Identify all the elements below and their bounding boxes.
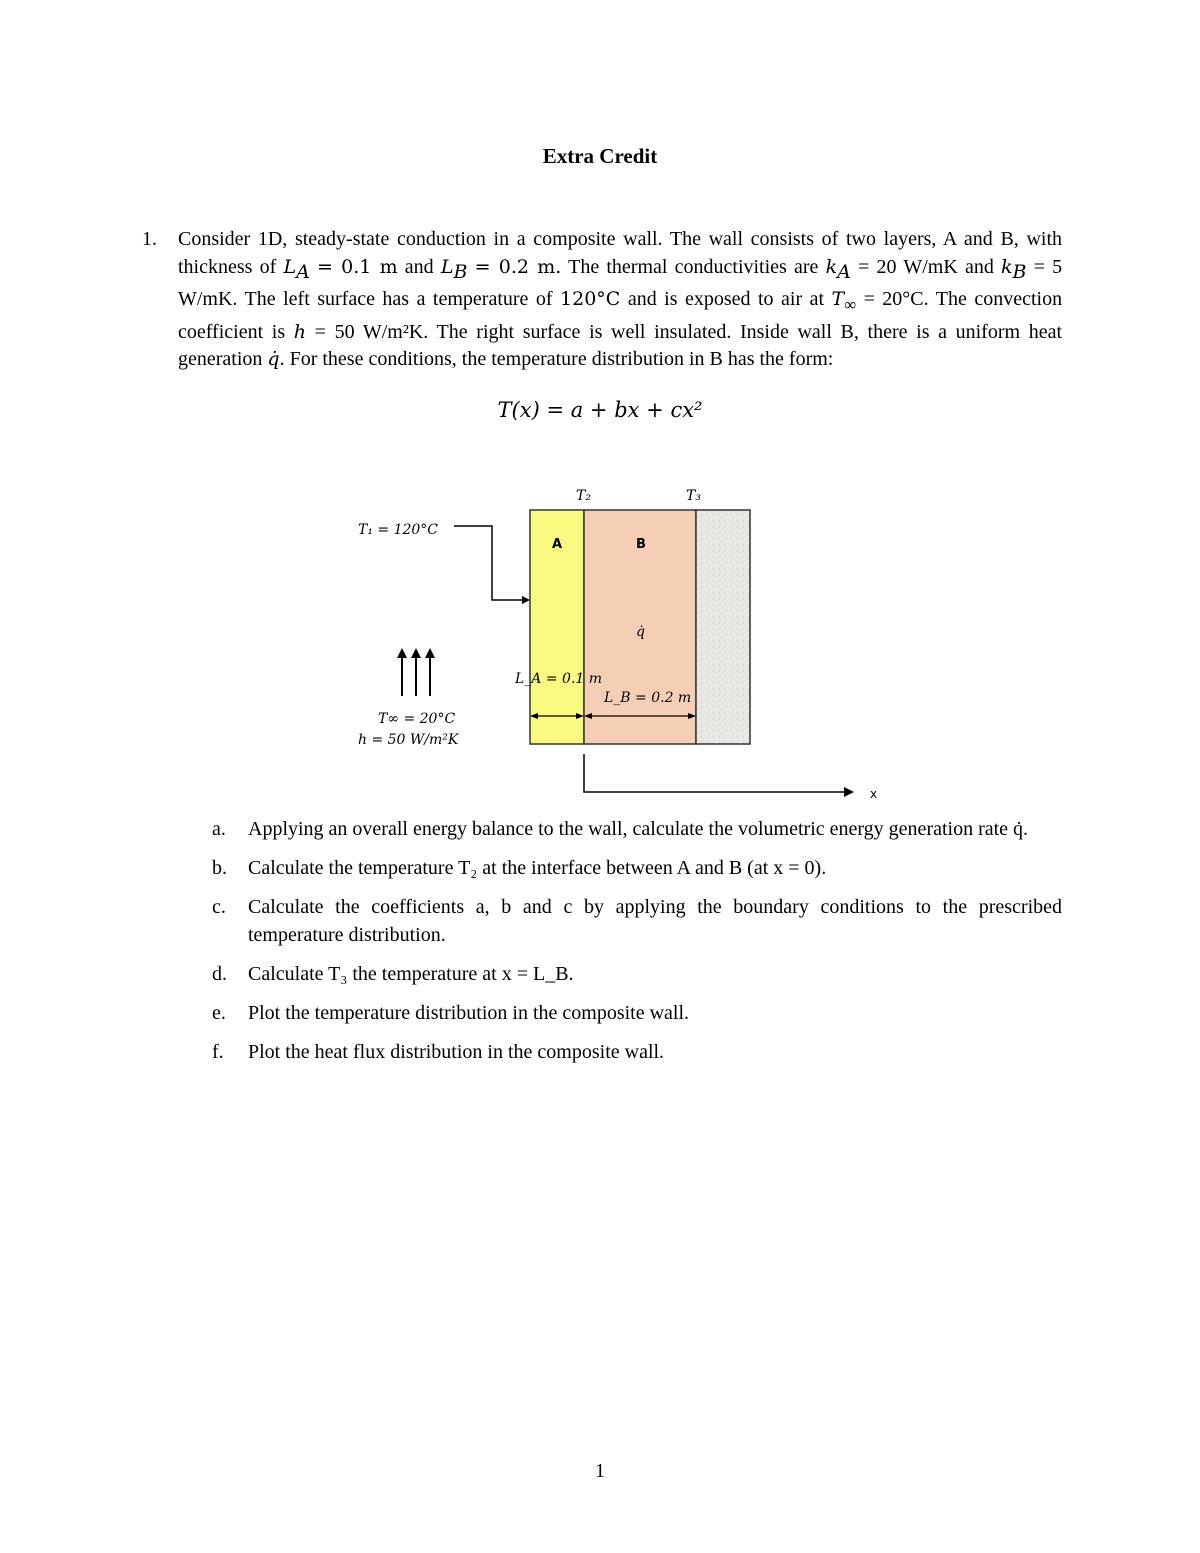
x-axis-arrowhead <box>844 787 854 797</box>
symbol-tinf: T <box>831 288 845 310</box>
label-qdot: q̇ <box>636 624 645 640</box>
symbol-ka-sub: A <box>837 260 851 283</box>
label-tinf: T∞ = 20°C <box>378 711 456 727</box>
composite-wall-figure <box>340 478 900 808</box>
problem-text-3: and is exposed to air at <box>627 288 825 310</box>
symbol-kb: k <box>1001 255 1013 278</box>
part-text: Plot the temperature distribution in the composite wall. <box>248 1001 690 1024</box>
part-label: a. <box>212 818 226 840</box>
label-t2: T₂ <box>576 488 591 504</box>
part-text: Calculate T₃ the temperature at x = L_B. <box>248 962 574 985</box>
symbol-lb: L <box>440 255 454 278</box>
problem-number: 1. <box>142 228 157 250</box>
problem-text-6: . For these conditions, the temperature distribution in B has the form: <box>279 348 834 370</box>
problem-text-5: = 50 W/m²K. The right surface is well insulated. Inside wall B, there is a uniform heat generation <box>178 320 1063 370</box>
part-text: Calculate the coefficients a, b and c by applying the boundary conditions to the prescribed temperature distribution. <box>248 896 1062 946</box>
word-and: and <box>404 255 434 278</box>
label-h: h = 50 W/m²K <box>358 732 459 748</box>
value-kb: = 5 W/mK. The left surface has a temperature of <box>178 255 1063 310</box>
t1-pointer-line <box>454 526 524 600</box>
part-c <box>212 894 1062 949</box>
page-number: 1 <box>595 1460 605 1482</box>
label-a: A <box>552 537 563 552</box>
label-b: B <box>636 537 646 552</box>
problem-text-1: Consider 1D, steady-state conduction in a composite wall. The wall consists of two layers, A and B, with thickness of <box>178 228 1062 278</box>
symbol-lb-sub: B <box>453 260 468 283</box>
part-text: Plot the heat flux distribution in the composite wall. <box>248 1040 665 1063</box>
part-text: Applying an overall energy balance to the wall, calculate the volumetric energy generation rate q̇. <box>248 818 1029 840</box>
problem-body <box>178 226 1062 374</box>
symbol-la: L <box>283 255 297 278</box>
part-label: f. <box>212 1040 224 1063</box>
x-axis-line <box>584 754 848 792</box>
part-e <box>212 1000 1062 1028</box>
label-lb: L_B = 0.2 m <box>604 690 692 706</box>
page-title: Extra Credit <box>542 144 658 168</box>
value-lb: = 0.2 m. <box>474 255 562 278</box>
value-t1: 120°C <box>560 288 621 310</box>
label-x: x <box>870 787 878 801</box>
part-label: e. <box>212 1001 226 1024</box>
t1-pointer-arrowhead <box>522 596 530 604</box>
part-d <box>212 961 1062 989</box>
value-la: = 0.1 m <box>317 255 398 278</box>
part-label: d. <box>212 962 227 985</box>
label-la: L_A = 0.1 m <box>515 671 603 687</box>
problem-text-2: The thermal conductivities are <box>568 255 819 278</box>
symbol-ka: k <box>825 255 838 278</box>
equation-rhs: = a + bx + cx² <box>546 398 703 422</box>
symbol-tinf-sub: ∞ <box>844 295 857 314</box>
label-t3: T₃ <box>686 488 701 504</box>
problem-text-4: = 20°C. The convection coefficient is <box>178 288 1063 343</box>
part-label: c. <box>212 896 226 918</box>
part-label: b. <box>212 857 227 879</box>
equation-lhs: T(x) <box>497 398 540 422</box>
temperature-equation <box>0 398 1200 422</box>
sub-questions <box>212 816 1062 1078</box>
insulation <box>696 510 750 744</box>
value-ka: = 20 W/mK and <box>858 255 994 278</box>
part-b <box>212 855 1062 883</box>
symbol-la-sub: A <box>296 260 310 283</box>
label-t1: T₁ = 120°C <box>358 522 439 538</box>
problem-statement <box>142 226 1062 374</box>
part-a <box>212 816 1062 844</box>
convection-arrows-icon <box>397 648 435 696</box>
symbol-kb-sub: B <box>1012 260 1027 283</box>
part-f <box>212 1039 1062 1067</box>
symbol-h: h <box>293 320 307 343</box>
part-text: Calculate the temperature T₂ at the interface between A and B (at x = 0). <box>248 857 827 879</box>
symbol-qdot: q̇ <box>267 348 280 370</box>
